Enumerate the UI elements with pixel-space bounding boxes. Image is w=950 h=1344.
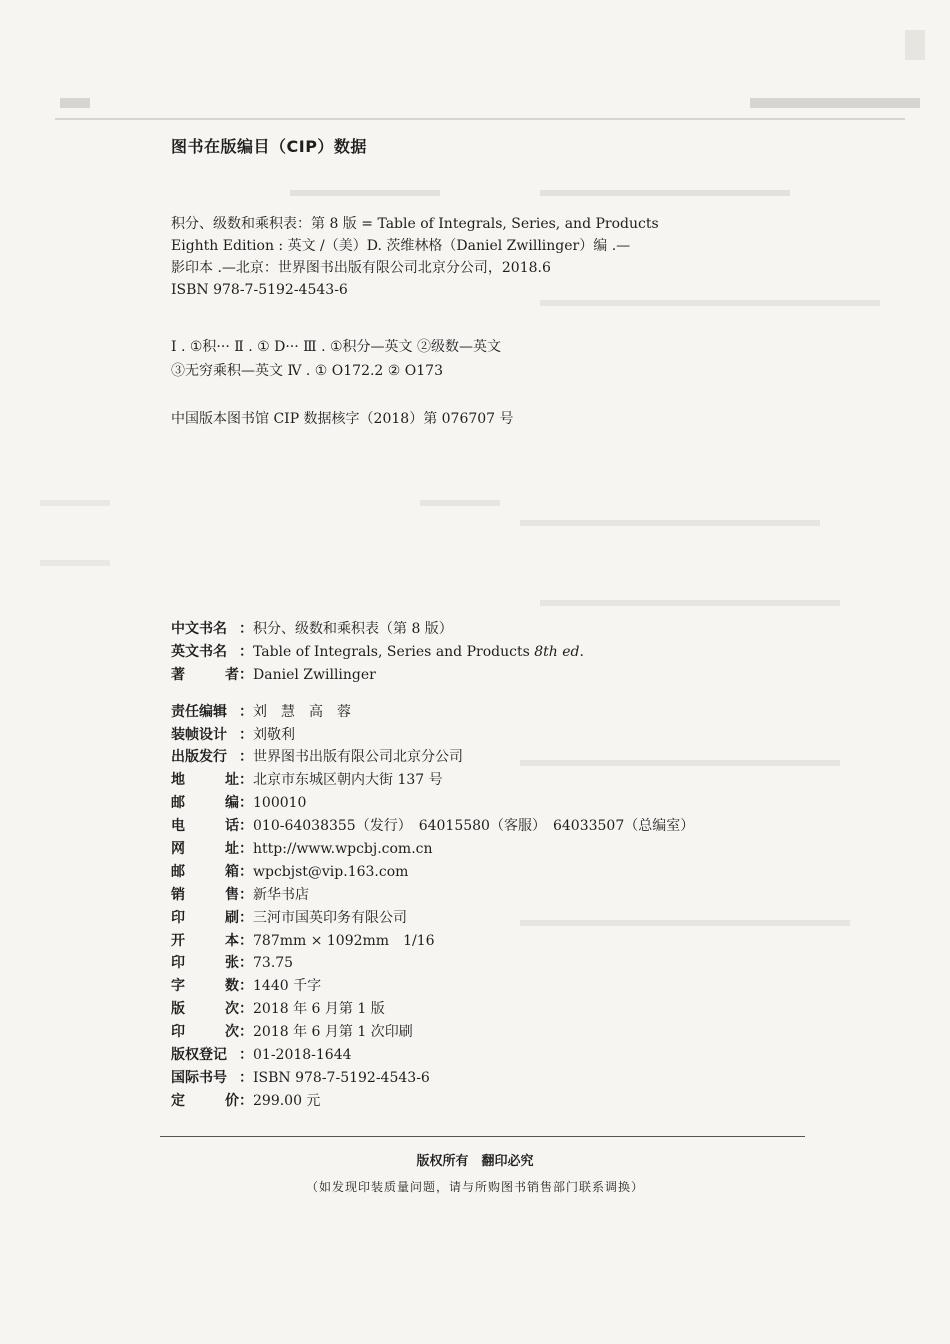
- cip-classification-line: ③无穷乘积—英文 Ⅳ . ① O172.2 ② O173: [171, 363, 443, 379]
- cip-title: 图书在版编目（CIP）数据: [171, 137, 367, 156]
- info-label: 著 者: [171, 666, 239, 683]
- bleed-mark: [40, 500, 110, 506]
- info-label: 邮 编: [171, 795, 239, 812]
- info-colon: ：: [239, 978, 253, 995]
- cip-number: 中国版本图书馆 CIP 数据核字（2018）第 076707 号: [171, 411, 514, 427]
- info-colon: ：: [239, 643, 253, 660]
- info-colon: ：: [239, 955, 253, 972]
- info-value: 299.00 元: [253, 1092, 321, 1109]
- info-label: 字 数: [171, 978, 239, 995]
- cip-record: [171, 213, 659, 301]
- info-value: 新华书店: [253, 886, 309, 903]
- info-value: 三河市国英印务有限公司: [253, 909, 407, 926]
- info-colon: ：: [239, 1047, 253, 1064]
- info-colon: ：: [239, 1001, 253, 1018]
- info-row-publisher: [171, 746, 694, 769]
- info-row-address: [171, 769, 694, 792]
- info-value: 01-2018-1644: [253, 1047, 352, 1064]
- bleed-mark: [750, 98, 920, 108]
- info-label: 电 话: [171, 818, 239, 835]
- info-label: 中文书名: [171, 621, 227, 637]
- bleed-mark: [290, 190, 440, 196]
- bleed-mark: [540, 600, 840, 606]
- info-value: 1440 千字: [253, 978, 322, 995]
- info-value: http://www.wpcbj.com.cn: [253, 841, 433, 858]
- info-value: 787mm × 1092mm 1/16: [253, 932, 435, 949]
- info-row-editor: [171, 701, 694, 724]
- bleed-mark: [540, 190, 790, 196]
- footer-divider: [160, 1136, 805, 1137]
- info-row-email: [171, 861, 694, 884]
- info-row-designer: [171, 724, 694, 747]
- info-row-author: [171, 664, 694, 687]
- bleed-mark: [40, 560, 110, 566]
- info-label: 地 址: [171, 772, 239, 789]
- info-colon: ：: [239, 841, 253, 858]
- info-row-postcode: [171, 792, 694, 815]
- info-colon: ：: [239, 932, 253, 949]
- info-label: 邮 箱: [171, 863, 239, 880]
- bleed-mark: [905, 30, 925, 60]
- info-row-edition: [171, 998, 694, 1021]
- info-value: 世界图书出版有限公司北京分公司: [253, 749, 463, 766]
- info-label: 出版发行: [171, 749, 227, 766]
- info-row-cn-title: [171, 618, 694, 641]
- info-label: 装帧设计: [171, 726, 227, 743]
- info-label: 责任编辑: [171, 703, 227, 720]
- info-value: wpcbjst@vip.163.com: [253, 863, 409, 880]
- info-colon: ：: [239, 772, 253, 789]
- info-colon: ：: [239, 749, 253, 766]
- info-label: 英文书名: [171, 643, 227, 660]
- info-value: ISBN 978-7-5192-4543-6: [253, 1069, 430, 1086]
- info-label: 版 次: [171, 1001, 239, 1018]
- quality-notice: （如发现印装质量问题，请与所购图书销售部门联系调换）: [305, 1180, 644, 1194]
- info-label: 销 售: [171, 886, 239, 903]
- info-colon: ：: [239, 666, 253, 683]
- info-label: 印 刷: [171, 909, 239, 926]
- info-row-format: [171, 930, 694, 953]
- info-row-sales: [171, 884, 694, 907]
- info-colon: ：: [239, 886, 253, 903]
- info-value: 2018 年 6 月第 1 次印刷: [253, 1024, 413, 1041]
- bleed-mark: [420, 500, 500, 506]
- info-row-printer: [171, 907, 694, 930]
- info-colon: ：: [239, 909, 253, 926]
- copyright-notice: 版权所有 翻印必究: [416, 1154, 534, 1169]
- info-label: 版权登记: [171, 1047, 227, 1064]
- info-row-price: [171, 1090, 694, 1113]
- publication-info-table: [171, 618, 694, 1113]
- info-row-isbn: [171, 1067, 694, 1090]
- info-row-words: [171, 975, 694, 998]
- info-row-copyright-registration: [171, 1044, 694, 1067]
- info-label: 网 址: [171, 841, 239, 858]
- bleed-mark: [520, 520, 820, 526]
- info-colon: ：: [239, 726, 253, 743]
- info-label: 印 张: [171, 955, 239, 972]
- info-colon: ：: [239, 1069, 253, 1086]
- info-colon: ：: [239, 1092, 253, 1109]
- info-label: 开 本: [171, 932, 239, 949]
- info-colon: ：: [239, 1024, 253, 1041]
- bleed-mark: [60, 98, 90, 108]
- info-value: 100010: [253, 795, 307, 812]
- info-row-printing: [171, 1021, 694, 1044]
- info-colon: ：: [239, 795, 253, 812]
- cip-classification-line: Ⅰ . ①积··· Ⅱ . ① D··· Ⅲ . ①积分—英文 ②级数—英文: [171, 339, 501, 355]
- info-colon: ：: [239, 863, 253, 880]
- info-colon: ：: [239, 703, 253, 720]
- info-value: Daniel Zwillinger: [253, 666, 376, 683]
- info-value: 73.75: [253, 955, 294, 972]
- info-value: 010-64038355（发行） 64015580（客服） 64033507（总编室）: [253, 818, 695, 835]
- info-label: 印 次: [171, 1024, 239, 1041]
- info-row-website: [171, 838, 694, 861]
- info-label: 定 价: [171, 1092, 239, 1109]
- cip-record-line: 积分、级数和乘积表：第 8 版 = Table of Integrals, Series, and Products: [171, 216, 659, 232]
- info-value: 刘敬利: [253, 726, 295, 743]
- info-value: 北京市东城区朝内大街 137 号: [253, 772, 443, 789]
- info-row-en-title: [171, 641, 694, 664]
- info-value: 刘 慧 高 蓉: [253, 703, 351, 720]
- cip-record-line: 影印本 .—北京：世界图书出版有限公司北京分公司，2018.6: [171, 260, 551, 276]
- info-value: 积分、级数和乘积表（第 8 版）: [253, 621, 453, 637]
- info-row-phone: [171, 815, 694, 838]
- info-colon: ：: [239, 818, 253, 835]
- info-row-sheets: [171, 952, 694, 975]
- info-colon: ：: [239, 621, 253, 637]
- info-label: 国际书号: [171, 1069, 227, 1086]
- row-spacer: [171, 687, 694, 701]
- bleed-rule: [55, 118, 905, 120]
- cip-record-line: ISBN 978-7-5192-4543-6: [171, 282, 348, 298]
- cip-classification: [171, 335, 501, 383]
- info-value: 2018 年 6 月第 1 版: [253, 1001, 385, 1018]
- cip-record-line: Eighth Edition : 英文 /（美）D. 茨维林格（Daniel Zwillinger）编 .—: [171, 238, 631, 254]
- info-value: Table of Integrals, Series and Products 8th ed.: [253, 643, 584, 660]
